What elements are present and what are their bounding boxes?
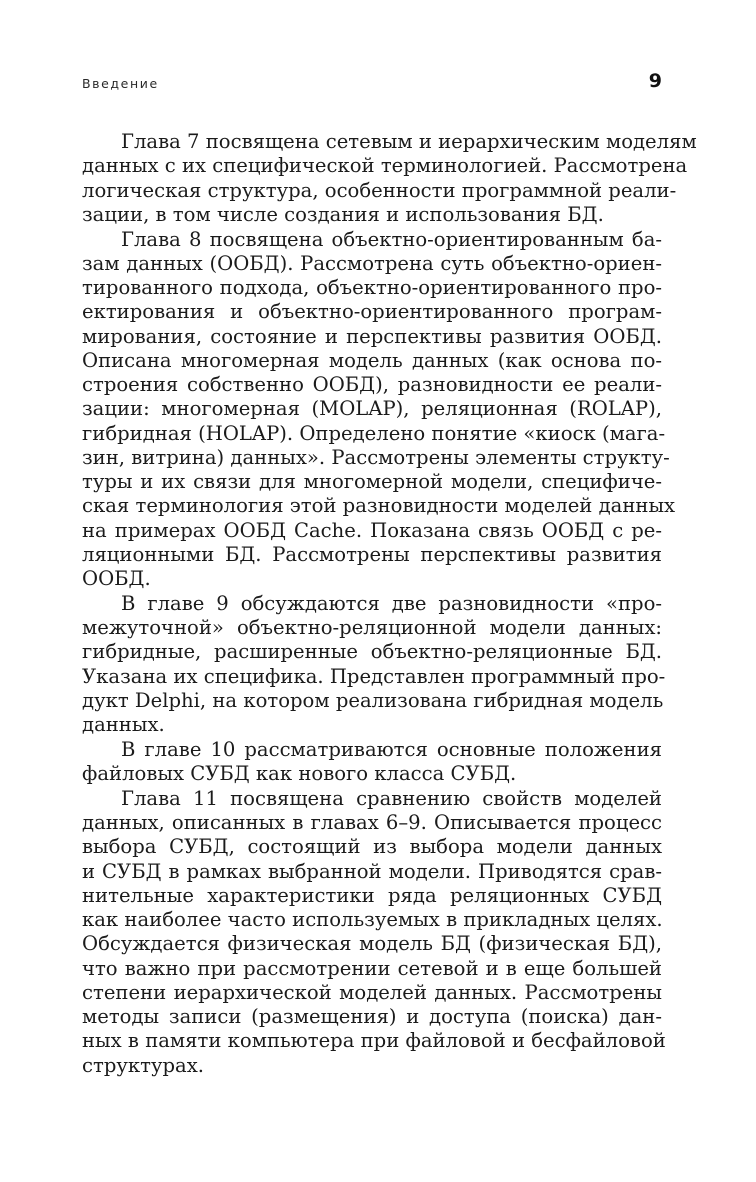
text-line: межуточной» объектно-реляционной модели данных: — [82, 616, 662, 639]
text-line: зации, в том числе создания и использования БД. — [82, 202, 604, 226]
text-line: В главе 9 обсуждаются две разновидности «про- — [121, 591, 662, 615]
text-line: Глава 7 посвящена сетевым и иерархическим моделям — [121, 130, 697, 153]
text-line: структурах. — [82, 1053, 205, 1077]
text-line: ектирования и объектно-ориентированного програм- — [82, 300, 662, 324]
text-line: методы записи (размещения) и доступа (поиска) дан- — [82, 1005, 662, 1028]
text-line: зин, витрина) данных». Рассмотрены элементы структу- — [82, 445, 670, 469]
text-line: туры и их связи для многомерной модели, специфиче- — [82, 470, 662, 493]
text-line: мирования, состояние и перспективы развития ООБД. — [82, 324, 662, 348]
text-line: гибридная (HOLAP). Определено понятие «киоск (мага- — [82, 421, 666, 445]
text-line: Глава 8 посвящена объектно-ориентированным ба- — [121, 227, 662, 251]
paragraph-chapter-10 — [82, 738, 662, 787]
paragraph-chapter-7 — [82, 130, 697, 227]
text-line: В главе 10 рассматриваются основные положения — [121, 737, 662, 761]
text-line: данных. — [82, 713, 165, 736]
text-line: зации: многомерная (MOLAP), реляционная (ROLAP), — [82, 397, 662, 421]
text-line: как наиболее часто используемых в прикладных целях. — [82, 908, 663, 931]
text-line: и СУБД в рамках выбранной модели. Приводятся срав- — [82, 859, 662, 883]
text-line: строения собственно ООБД), разновидности ее реали- — [82, 373, 662, 396]
text-line: файловых СУБД как нового класса СУБД. — [82, 762, 517, 785]
text-line: зам данных (ООБД). Рассмотрена суть объектно-ориен- — [82, 251, 662, 275]
text-line: степени иерархической моделей данных. Рассмотрены — [82, 980, 662, 1004]
text-line: данных с их специфической терминологией. Рассмотрена — [82, 154, 688, 178]
paragraph-chapter-9 — [82, 591, 666, 738]
text-line: ляционными БД. Рассмотрены перспективы развития — [82, 542, 662, 566]
page-number: 9 — [648, 70, 662, 92]
paragraph-chapter-8 — [82, 227, 676, 592]
text-line: Указана их специфика. Представлен программный про- — [82, 664, 666, 688]
text-line: дукт Delphi, на котором реализована гибридная модель — [82, 688, 664, 712]
text-line: нительные характеристики ряда реляционных СУБД — [82, 883, 662, 907]
text-line: ская терминология этой разновидности моделей данных — [82, 494, 676, 518]
text-line: ных в памяти компьютера при файловой и бесфайловой — [82, 1029, 666, 1053]
text-line: Глава 11 посвящена сравнению свойств моделей — [121, 786, 662, 810]
text-line: на примерах ООБД Cache. Показана связь ООБД с ре- — [82, 518, 662, 542]
text-line: что важно при рассмотрении сетевой и в еще большей — [82, 956, 662, 980]
text-line: логическая структура, особенности программной реали- — [82, 178, 677, 202]
text-line: ООБД. — [82, 567, 151, 590]
text-line: Описана многомерная модель данных (как основа по- — [82, 348, 662, 372]
text-line: Обсуждается физическая модель БД (физическая БД), — [82, 932, 662, 956]
paragraph-chapter-11 — [82, 786, 666, 1078]
text-line: выбора СУБД, состоящий из выбора модели данных — [82, 835, 662, 859]
text-line: тированного подхода, объектно-ориентированного про- — [82, 276, 662, 299]
running-head: Введение — [82, 76, 159, 91]
text-line: гибридные, расширенные объектно-реляционные БД. — [82, 640, 662, 664]
body-text — [82, 130, 697, 1078]
text-line: данных, описанных в главах 6–9. Описывается процесс — [82, 811, 662, 834]
